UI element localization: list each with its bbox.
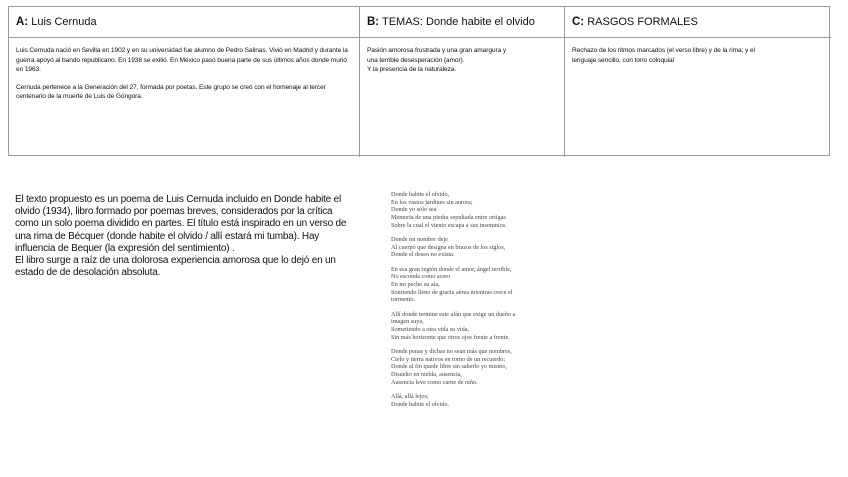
poem-line: Ausencia leve como carne de niño. (391, 378, 478, 386)
col-c-letter: C: (572, 16, 585, 28)
col-a-body (9, 38, 360, 157)
poem-stanza (391, 393, 591, 408)
col-a-title: Luis Cernuda (31, 16, 97, 28)
poem-line: Donde penas y dichas no sean más que nombres, (391, 347, 512, 355)
col-c-line: lenguaje sencillo, con tono coloquial (572, 56, 674, 64)
poem-line: Sometiendo a otra vida su vida, (391, 326, 470, 334)
intro-paragraph: El texto propuesto es un poema de Luis Cernuda incluido en Donde habite el olvido (1934), libro formado por poemas breves, considerados por la crítica como un solo poema dividido en partes. El título está inspirado en un verso de una rima de Bécquer (donde habite el olvido / allí estará mi tumba). Hay influencia de Bequer (la expresión del sentimiento) . (15, 194, 347, 254)
poem-line: imagen suya, (391, 318, 424, 326)
col-a-paragraph: Cernuda pertenece a la Generación del 27, formada por poetas. Este grupo se creó con el homenaje al tercer centenario de la muerte de Luis de Góngora. (16, 83, 326, 101)
intro-text (15, 194, 355, 279)
poem-stanza (391, 311, 591, 342)
poem-line: tormento. (391, 296, 415, 304)
poem-line: Donde mi nombre deje (391, 236, 448, 244)
poem-line: Allí donde termine este afán que exige un dueño a (391, 310, 516, 318)
col-a-paragraph: Luis Cernuda nació en Sevilla en 1902 y en su universidad fue alumno de Pedro Salinas. Vivió en Madrid y durante la guerra apoyó al bando republicano. En 1938 se exilió. En México pasó buena parte de sus últimos años donde murió en 1963. (16, 47, 348, 74)
poem-stanza (391, 348, 591, 387)
col-c-line: Rechazo de los ritmos marcados (el verso libre) y de la rima; y el (572, 47, 755, 54)
poem-line: Disuelto en niebla, ausencia, (391, 371, 462, 379)
poem-line: Allá, allá lejos; (391, 392, 429, 400)
col-b-body (360, 38, 565, 157)
poem-line: Donde al fin quede libre sin saberlo yo mismo, (391, 363, 507, 371)
poem-line: Donde habite el olvido. (391, 400, 450, 408)
col-c-body (565, 38, 831, 157)
poem-line: Al cuerpo que designa en brazos de los siglos, (391, 243, 506, 251)
poem-line: En los vastos jardines sin aurora; (391, 198, 473, 206)
poem-line: Sobre la cual el viento escapa a sus insomnios. (391, 221, 507, 229)
poem-line: Sonriendo lleno de gracia aérea mientras crece el (391, 288, 513, 296)
intro-paragraph: El libro surge a raíz de una dolorosa experiencia amorosa que lo dejó en un estado de de desolación absoluta. (15, 255, 336, 279)
col-b-header (360, 7, 565, 38)
col-c-header (565, 7, 831, 38)
poem-stanza (391, 266, 591, 305)
col-b-line: una terrible desesperación (amor). (367, 56, 465, 64)
poem-line: Cielo y tierra nativos en torno de un recuerdo; (391, 355, 506, 363)
poem-line: Donde el deseo no exista. (391, 251, 455, 259)
col-a-header (9, 7, 360, 38)
poem-line: En esa gran región donde el amor, ángel terrible, (391, 265, 512, 273)
poem-text (391, 191, 591, 415)
summary-table (8, 6, 830, 156)
poem-stanza (391, 191, 591, 230)
poem-line: Donde yo sólo sea (391, 206, 437, 214)
col-b-line: Y la presencia de la naturaleza. (367, 66, 457, 74)
poem-line: Donde habite el olvido, (391, 191, 450, 198)
col-b-line: Pasión amorosa frustrada y una gran amargura y (367, 47, 507, 54)
col-c-title: RASGOS FORMALES (587, 16, 698, 28)
poem-line: Memoria de una piedra sepultada entre ortigas (391, 214, 506, 222)
col-b-letter: B: (367, 16, 380, 28)
col-b-title: TEMAS: Donde habite el olvido (382, 16, 535, 28)
poem-line: No esconda como acero (391, 273, 451, 281)
poem-line: Sin más horizonte que otros ojos frente a frente. (391, 333, 510, 341)
col-a-letter: A: (16, 16, 29, 28)
poem-stanza (391, 236, 591, 259)
poem-line: En mi pecho su ala, (391, 281, 440, 289)
